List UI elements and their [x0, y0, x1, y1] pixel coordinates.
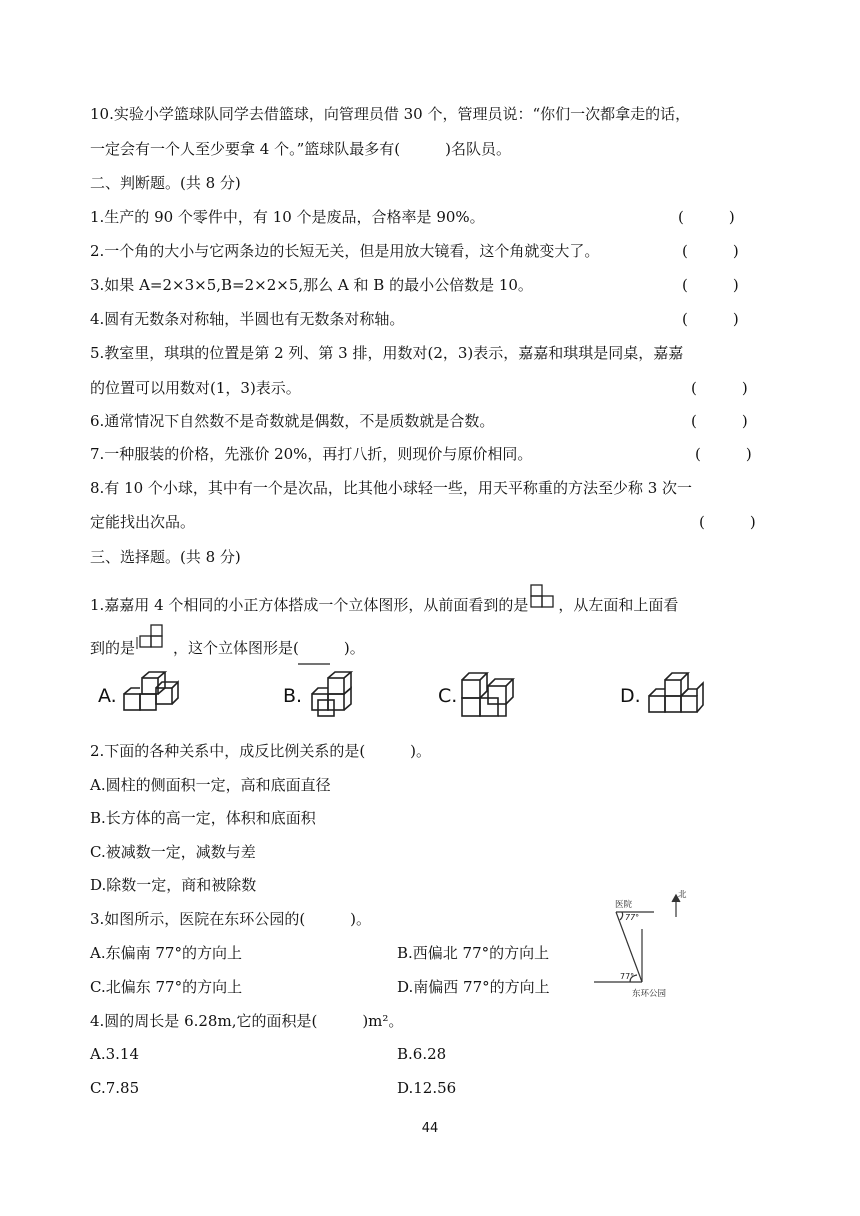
option-b-label[interactable]: B. — [283, 685, 303, 707]
page-number: 44 — [421, 1121, 439, 1136]
option-a-label[interactable]: A. — [98, 685, 117, 707]
mc-q3-option-b[interactable]: B.西偏北 77°的方向上 — [397, 944, 550, 962]
judge-answer-blank-3[interactable]: ( ) — [682, 276, 739, 294]
mc-q3-option-c[interactable]: C.北偏东 77°的方向上 — [90, 978, 243, 996]
mc-q4-option-b[interactable]: B.6.28 — [397, 1045, 447, 1063]
question-10-line-2: 一定会有一个人至少要拿 4 个。”篮球队最多有( )名队员。 — [90, 140, 511, 158]
angle-top-label: 77° — [625, 913, 640, 922]
question-10-line-1: 10.实验小学篮球队同学去借篮球，向管理员借 30 个，管理员说：“你们一次都拿走的话， — [90, 105, 691, 123]
mc-question-3: 3.如图所示，医院在东环公园的( )。 — [90, 910, 372, 928]
judge-answer-blank-8[interactable]: ( ) — [699, 513, 756, 531]
option-c-label[interactable]: C. — [438, 685, 458, 707]
park-label: 东环公园 — [632, 989, 667, 999]
mc-question-4: 4.圆的周长是 6.28m,它的面积是( )m²。 — [90, 1012, 404, 1030]
judge-item-5-line-1: 5.教室里，琪琪的位置是第 2 列、第 3 排，用数对(2，3)表示，嘉嘉和琪琪是同桌，嘉嘉 — [90, 344, 684, 362]
north-label: 北 — [678, 890, 687, 900]
option-d-label[interactable]: D. — [620, 685, 641, 707]
judge-item-2: 2.一个角的大小与它两条边的长短无关，但是用放大镜看，这个角就变大了。 — [90, 242, 600, 260]
option-d-cube-figure[interactable] — [645, 668, 715, 723]
mc-q2-option-a[interactable]: A.圆柱的侧面积一定，高和底面直径 — [90, 776, 331, 794]
mc-question-1-line-2 — [90, 635, 365, 659]
judge-item-3: 3.如果 A=2×3×5,B=2×2×5,那么 A 和 B 的最小公倍数是 10。 — [90, 276, 533, 294]
judge-item-1: 1.生产的 90 个零件中，有 10 个是废品，合格率是 90%。 — [90, 208, 485, 226]
direction-diagram — [592, 885, 702, 1000]
judge-item-6: 6.通常情况下自然数不是奇数就是偶数，不是质数就是合数。 — [90, 412, 495, 430]
judge-item-5-line-2: 的位置可以用数对(1，3)表示。 — [90, 379, 301, 397]
option-c-cube-figure[interactable] — [460, 668, 530, 723]
judge-item-4: 4.圆有无数条对称轴，半圆也有无数条对称轴。 — [90, 310, 405, 328]
mc-q3-option-a[interactable]: A.东偏南 77°的方向上 — [90, 944, 242, 962]
mc-q2-option-c[interactable]: C.被减数一定，减数与差 — [90, 843, 256, 861]
hospital-label: 医院 — [615, 900, 633, 910]
mc-q4-option-c[interactable]: C.7.85 — [90, 1079, 140, 1097]
mc-q4-option-a[interactable]: A.3.14 — [90, 1045, 139, 1063]
judge-answer-blank-6[interactable]: ( ) — [691, 412, 748, 430]
mc-q1-text-c: 到的是 — [90, 639, 136, 657]
judge-answer-blank-2[interactable]: ( ) — [682, 242, 739, 260]
mc-q1-text-b: ，从左面和上面看 — [558, 596, 679, 614]
section-2-heading: 二、判断题。(共 8 分) — [90, 174, 241, 192]
angle-bottom-label: 77° — [620, 972, 635, 981]
mc-question-2: 2.下面的各种关系中，成反比例关系的是( )。 — [90, 742, 432, 760]
mc-question-1-line-1 — [90, 592, 678, 616]
judge-item-8-line-1: 8.有 10 个小球，其中有一个是次品，比其他小球轻一些，用天平称重的方法至少称 3 次一 — [90, 479, 693, 497]
option-a-cube-figure[interactable] — [122, 672, 192, 722]
judge-answer-blank-5[interactable]: ( ) — [691, 379, 748, 397]
mc-q3-option-d[interactable]: D.南偏西 77°的方向上 — [397, 978, 550, 996]
mc-q2-option-b[interactable]: B.长方体的高一定，体积和底面积 — [90, 809, 316, 827]
judge-item-8-line-2: 定能找出次品。 — [90, 513, 196, 531]
option-b-cube-figure[interactable] — [298, 662, 368, 722]
judge-item-7: 7.一种服装的价格，先涨价 20%，再打八折，则现价与原价相同。 — [90, 445, 533, 463]
judge-answer-blank-4[interactable]: ( ) — [682, 310, 739, 328]
mc-q1-text-a: 1.嘉嘉用 4 个相同的小正方体搭成一个立体图形，从前面看到的是 — [90, 596, 529, 614]
section-3-heading: 三、选择题。(共 8 分) — [90, 548, 241, 566]
mc-q1-text-d: ，这个立体图形是( )。 — [173, 639, 365, 657]
left-top-view-icon — [135, 635, 173, 657]
judge-answer-blank-1[interactable]: ( ) — [678, 208, 735, 226]
front-view-icon — [528, 592, 558, 614]
mc-q2-option-d[interactable]: D.除数一定，商和被除数 — [90, 876, 257, 894]
mc-q4-option-d[interactable]: D.12.56 — [397, 1079, 457, 1097]
judge-answer-blank-7[interactable]: ( ) — [695, 445, 752, 463]
